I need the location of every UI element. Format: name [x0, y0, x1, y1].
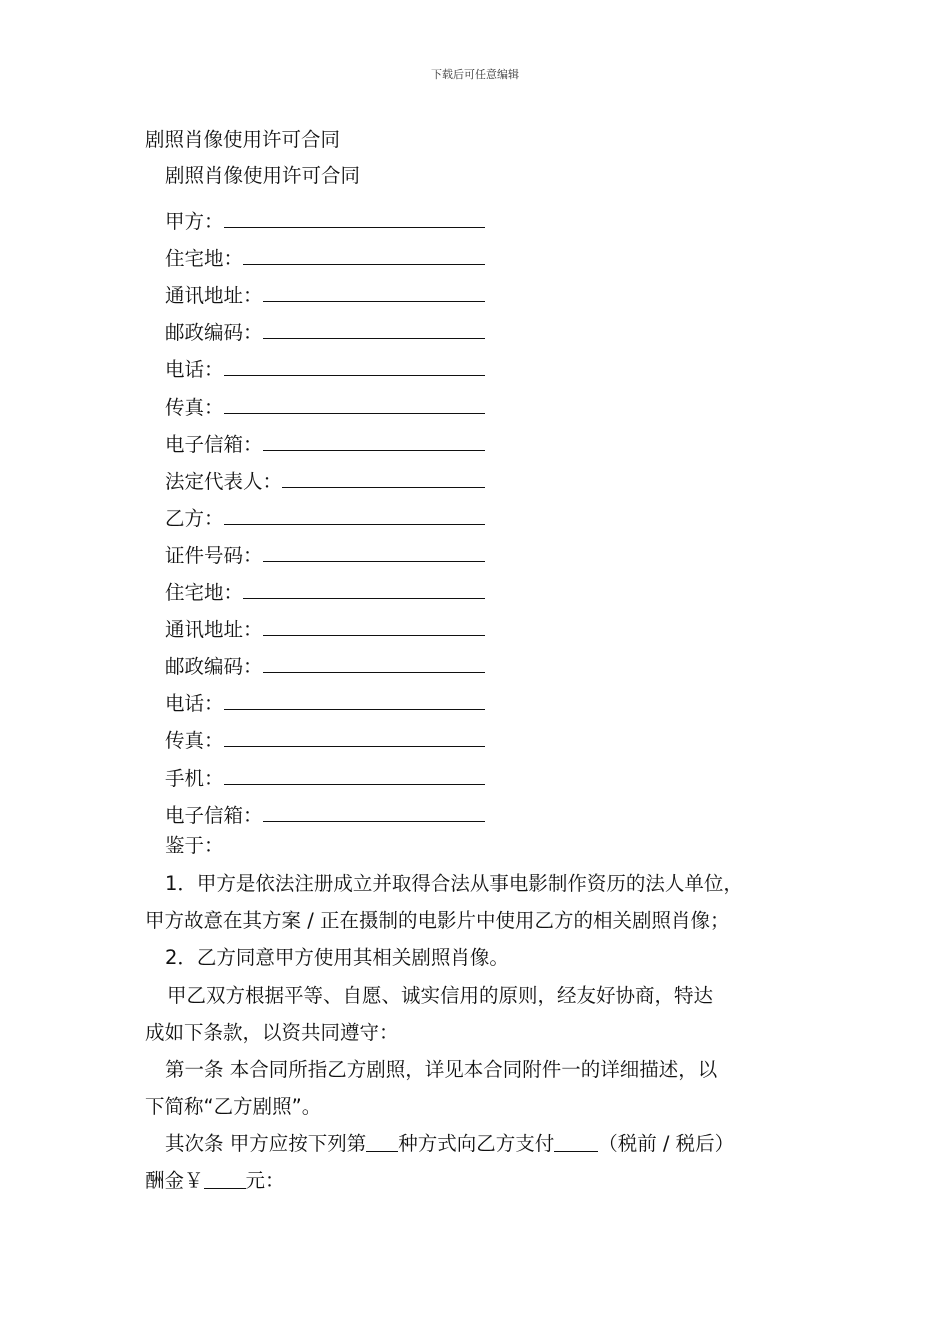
field-label: 传真：: [165, 395, 224, 419]
field-label: 住宅地：: [165, 247, 244, 271]
method-blank[interactable]: [366, 1132, 398, 1152]
field-blank[interactable]: [263, 650, 485, 673]
field-row: [165, 568, 485, 605]
party-info-fields: [165, 197, 485, 828]
field-blank[interactable]: [263, 799, 485, 822]
field-label: 手机：: [165, 766, 224, 790]
field-row: [165, 197, 485, 234]
page-header: 下载后可任意编辑: [431, 68, 519, 81]
field-blank[interactable]: [224, 502, 485, 525]
field-label: 传真：: [165, 729, 224, 753]
field-row: [165, 234, 485, 271]
amount-blank[interactable]: [204, 1169, 246, 1189]
field-blank[interactable]: [224, 391, 485, 414]
field-blank[interactable]: [224, 205, 485, 228]
document-title: 剧照肖像使用许可合同: [145, 128, 341, 151]
field-label: 乙方：: [165, 506, 224, 530]
field-blank[interactable]: [224, 724, 485, 747]
field-row: [165, 382, 485, 419]
field-blank[interactable]: [243, 576, 485, 599]
field-row: [165, 420, 485, 457]
field-label: 住宅地：: [165, 581, 244, 605]
field-label: 通讯地址：: [165, 284, 263, 308]
preamble-line-2: 成如下条款，以资共同遵守：: [145, 1021, 399, 1044]
field-label: 甲方：: [165, 210, 224, 234]
field-row: [165, 271, 485, 308]
field-row: [165, 457, 485, 494]
field-label: 电子信箱：: [165, 803, 263, 827]
field-label: 邮政编码：: [165, 321, 263, 345]
article-2-line-1: [165, 1128, 845, 1156]
field-row: [165, 791, 485, 828]
field-blank[interactable]: [243, 242, 485, 265]
field-row: [165, 531, 485, 568]
article-2-text-e: 元：: [245, 1169, 285, 1192]
payment-blank[interactable]: [554, 1132, 598, 1152]
field-row: [165, 753, 485, 790]
field-blank[interactable]: [263, 613, 485, 636]
document-subtitle: 剧照肖像使用许可合同: [165, 164, 361, 187]
field-row: [165, 679, 485, 716]
article-1-line-1: 第一条 本合同所指乙方剧照，详见本合同附件一的详细描述，以: [165, 1058, 718, 1081]
field-row: [165, 605, 485, 642]
article-2-text-b: 种方式向乙方支付: [398, 1132, 555, 1155]
field-label: 通讯地址：: [165, 618, 263, 642]
article-1-line-2: 下简称“乙方剧照”。: [145, 1095, 322, 1118]
field-row: [165, 716, 485, 753]
field-blank[interactable]: [263, 279, 485, 302]
field-label: 电话：: [165, 358, 224, 382]
field-blank[interactable]: [224, 687, 485, 710]
field-blank[interactable]: [224, 353, 485, 376]
field-blank[interactable]: [224, 762, 485, 785]
article-2-text-a: 其次条 甲方应按下列第: [165, 1132, 367, 1155]
article-2-line-2: [145, 1165, 825, 1193]
preamble-line-1: 甲乙双方根据平等、自愿、诚实信用的原则，经友好协商，特达: [167, 984, 714, 1007]
field-row: [165, 494, 485, 531]
article-2-text-c: （税前 / 税后）: [598, 1132, 735, 1155]
field-blank[interactable]: [282, 465, 485, 488]
field-label: 电话：: [165, 692, 224, 716]
recital-1-line-2: 甲方故意在其方案 / 正在摄制的电影片中使用乙方的相关剧照肖像；: [145, 909, 730, 932]
field-blank[interactable]: [263, 316, 485, 339]
recital-1-line-1: 1．甲方是依法注册成立并取得合法从事电影制作资历的法人单位，: [165, 872, 743, 895]
field-blank[interactable]: [263, 539, 485, 562]
field-label: 证件号码：: [165, 543, 263, 567]
recital-2: 2．乙方同意甲方使用其相关剧照肖像。: [165, 946, 509, 969]
field-row: [165, 345, 485, 382]
field-blank[interactable]: [263, 428, 485, 451]
field-label: 邮政编码：: [165, 655, 263, 679]
field-label: 电子信箱：: [165, 432, 263, 456]
article-2-text-d: 酬金￥: [145, 1169, 204, 1192]
field-row: [165, 642, 485, 679]
whereas-label: 鉴于：: [165, 834, 224, 857]
field-label: 法定代表人：: [165, 469, 283, 493]
field-row: [165, 308, 485, 345]
